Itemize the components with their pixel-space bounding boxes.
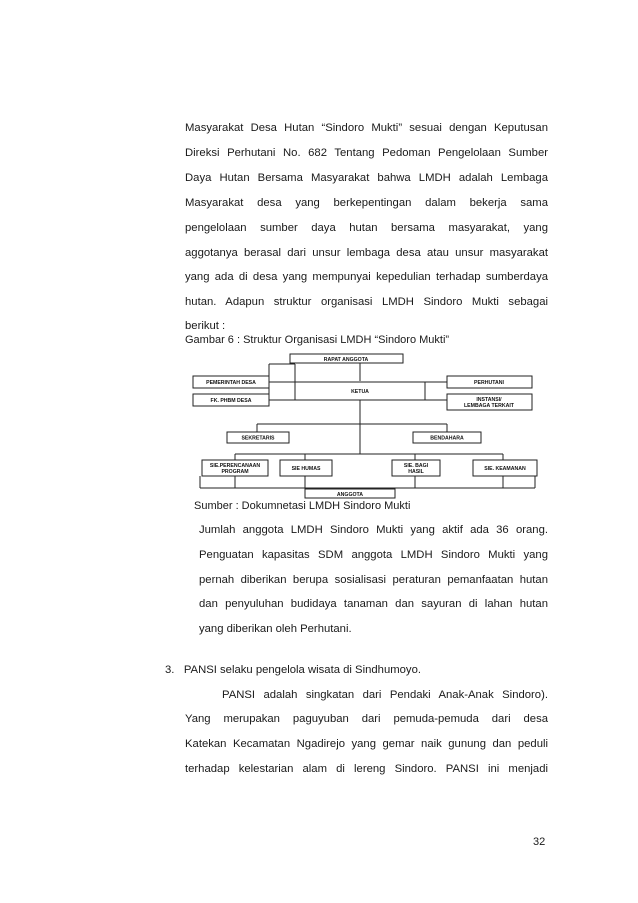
box-label: PERHUTANI [474,380,504,386]
box-label: INSTANSI/ [476,397,502,403]
text-line: Direksi Perhutani No. 682 Tentang Pedoman Pengelolaan Sumber [185,147,548,159]
text-line: hutan. Adapun struktur organisasi LMDH Sindoro Mukti sebagai [185,296,548,308]
box-label: SIE.PERENCANAAN [209,463,261,469]
text-line: dan penyuluhan budidaya tanaman dan sayuran di lahan hutan [199,598,548,610]
box-pemerintah-desa [193,376,269,388]
text-line: Masyarakat desa yang berkepentingan dalam bekerja sama [185,197,548,209]
box-sie-bagi-hasil [392,460,440,476]
box-ketua [295,382,425,400]
box-rapat-anggota [290,354,403,363]
text-line: berikut : [185,320,226,332]
text-line: Katekan Kecamatan Ngadirejo yang gemar naik gunung dan peduli [185,738,548,750]
box-label: ANGGOTA [336,491,364,498]
box-label: SIE. KEAMANAN [484,466,526,472]
section-3-heading: 3. PANSI selaku pengelola wisata di Sindhumoyo. [165,664,422,676]
text-line: Daya Hutan Bersama Masyarakat bahwa LMDH adalah Lembaga [185,172,548,184]
box-anggota [305,489,395,498]
org-chart [185,352,548,500]
text-line: pengelolaan sumber daya hutan bersama masyarakat, yang [185,222,548,234]
figure-source: Sumber : Dokumnetasi LMDH Sindoro Mukti [194,500,411,512]
page-number: 32 [533,836,546,848]
box-label: KETUA [351,389,369,395]
box-label: SIE. BAGI [403,463,429,469]
box-sekretaris [227,432,289,443]
figure-caption: Gambar 6 : Struktur Organisasi LMDH “Sindoro Mukti” [185,334,450,346]
box-instansi [447,394,532,410]
text-line: Masyarakat Desa Hutan “Sindoro Mukti” sesuai dengan Keputusan [185,122,548,134]
text-line: pernah diberikan berupa sosialisasi peraturan pemanfaatan hutan [199,574,548,586]
box-label: PEMERINTAH DESA [206,380,256,386]
text-line: yang ada di desa yang mempunyai kepedulian terhadap sumberdaya [185,271,548,283]
text-line: Jumlah anggota LMDH Sindoro Mukti yang aktif ada 36 orang. [199,524,548,536]
text-line: Yang merupakan paguyuban dari pemuda-pemuda dari desa [185,713,548,725]
box-sie-humas [280,460,332,476]
text-line: Penguatan kapasitas SDM anggota LMDH Sindoro Mukti yang [199,549,548,561]
box-label: RAPAT ANGGOTA [323,356,369,363]
box-label: SIE HUMAS [291,466,321,472]
text-line: PANSI adalah singkatan dari Pendaki Anak-Anak Sindoro). [222,689,548,701]
box-label: FK. PHBM DESA [210,398,252,404]
box-sie-perencanaan [202,460,268,476]
box-fk-phbm-desa [193,394,269,406]
box-perhutani [447,376,532,388]
box-label: SEKRETARIS [241,435,275,442]
box-bendahara [413,432,481,443]
text-line: terhadap kelestarian alam di lereng Sindoro. PANSI ini menjadi [185,763,548,775]
text-line: aggotanya berasal dari unsur lembaga desa atau unsur masyarakat [185,247,548,259]
box-label: HASIL [408,469,424,475]
box-sie-keamanan [473,460,537,476]
box-label: PROGRAM [221,469,249,475]
box-label: BENDAHARA [430,435,464,442]
text-line: yang diberikan oleh Perhutani. [199,623,352,635]
box-label: LEMBAGA TERKAIT [464,403,514,409]
